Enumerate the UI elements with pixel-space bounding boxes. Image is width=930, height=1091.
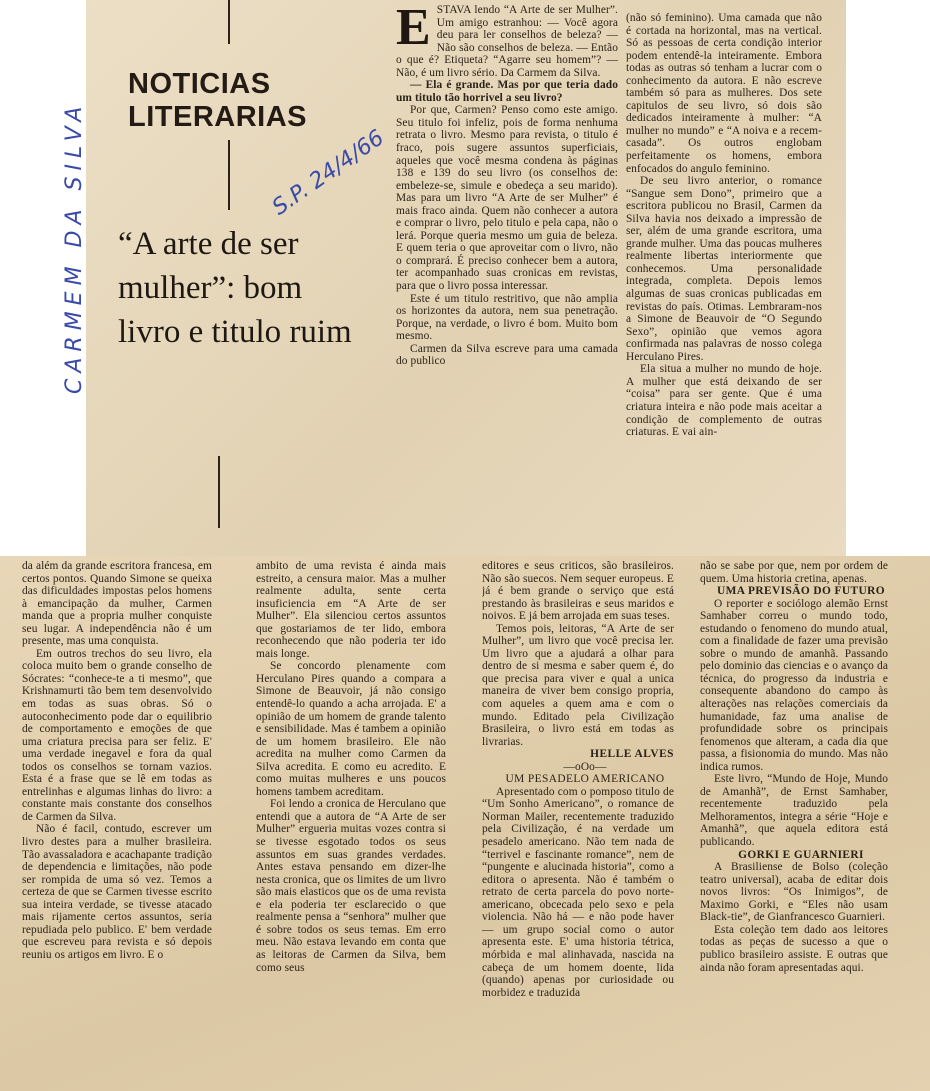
paragraph: Esta coleção tem dado aos leitores todas as peças de sucesso a que o publico brasileiro assiste. E outras que ainda não foram apresentadas aqui. xyxy=(700,923,888,974)
paragraph: não se sabe por que, nem por ordem de quem. Uma historia cretina, apenas. xyxy=(700,560,888,585)
paragraph: Foi lendo a cronica de Herculano que entendi que a autora de “A Arte de ser Mulher” ergueria muitas vozes contra si se tivesse esgotado todos os seus assuntos em suas grandes verdades. Antes estava pensando em dizer-lhe nesta cronica, que os limites de um livro são mais elasticos que os de uma revista e ela poderia ter esclarecido o que realmente pensa a “senhora” mulher que é sobre todos os seus temas. Em erro meu. Não estava levando em conta que as leitoras de Carmen da Silva, bem como seus xyxy=(256,798,446,974)
headline: “A arte de ser mulher”: bom livro e titulo ruim xyxy=(118,226,352,350)
article-column-2 xyxy=(626,12,822,528)
section-title: NOTICIAS LITERARIAS xyxy=(128,68,307,133)
subhead: UM PESADELO AMERICANO xyxy=(505,773,665,786)
handwritten-date-note: S.P. 24/4/66 xyxy=(268,125,389,221)
paragraph: Ela situa a mulher no mundo de hoje. A mulher que está deixando de ser “coisa” para ser gente. Que é uma criatura inteira e não pode mais aceitar a condição de complemento de outras criaturas. E vai ain- xyxy=(626,363,822,439)
paragraph: Por que, Carmen? Penso como este amigo. Seu titulo foi infeliz, pois de forma nenhuma retrata o livro. Mesmo para revista, o titulo é fraco, pois sugere assuntos superficiais, aqueles que você mesma condena às páginas 138 e 139 do seu livro (os conselhos de: embeleze-se, simule e obedeça a seu marido). Mas para um livro “A Arte de ser Mulher” é mais fraco ainda. Quem não conhecer a autora e comprar o livro, pelo titulo e pela capa, não o lerá. Porque queria mesmo um guia de beleza. E quem teria o que aproveitar com o livro, não o comprará. É preciso conhecer bem a autora, ter acompanhado suas cronicas em revistas, para que o livro possa interessar. xyxy=(396,104,618,293)
drop-cap: E xyxy=(396,4,431,56)
column-rule xyxy=(228,140,230,210)
paragraph: STAVA lendo “A Arte de ser Mulher”. Um amigo estranhou: — Você agora deu para ler conselhos de beleza? — Não são conselhos de beleza. — Então o que é? Etiqueta? “Agarre seu homem”? — Não, é um livro sério. Da Carmem da Silva. xyxy=(396,4,618,79)
separator: —oOo— xyxy=(563,760,607,773)
paragraph: Este livro, “Mundo de Hoje, Mundo de Amanhã”, de Ernst Samhaber, recentemente traduzido pela Melhoramentos, integra a série “Hoje e Amanhã”, que aquela editora está publicando. xyxy=(700,773,888,849)
subhead: UMA PREVISÃO DO FUTURO xyxy=(717,585,885,598)
paragraph: A Brasiliense de Bolso (coleção teatro universal), acaba de editar dois novos livros: “Os Inimigos”, de Maximo Gorki, e “Eles não usam Black-tie”, de Gianfrancesco Guarnieri. xyxy=(700,861,888,924)
paragraph: editores e seus criticos, são brasileiros. Não são suecos. Nem sequer europeus. E já é bem grande o serviço que está prestando às brasileiras e seus maridos e noivos. E já bem arrojada em suas teses. xyxy=(482,560,674,623)
column-rule xyxy=(218,456,220,528)
paragraph: Em outros trechos do seu livro, ela coloca muito bem o grande conselho de Sócrates: “conhece-te a ti mesmo”, que Krishnamurti tão bem tem desenvolvido em todas as suas obras. Só o autoconhecimento pode dar o equilibrio de comportamento e emoções de que uma criatura precisa para ser feliz. E' uma verdade inegavel e fora da qual todos os conselhos se tornam vazios. Esta é a frase que se lê em todas as entrelinhas e algumas linhas do livro: a constante mais constante dos conselhos de Carmen da Silva. xyxy=(22,647,212,823)
paragraph: Apresentado com o pomposo titulo de “Um Sonho Americano”, o romance de Norman Mailer, recentemente traduzido pela Civilização, é na verdade um pesadelo americano. Não tem nada de “terrivel e fascinante romance”, nem de “pungente e alucinada historia”, como a editora o apresenta. Não é também o retrato de certa parcela do povo norte-americano, obcecada pelo sexo e pela violencia. Não há — e não pode haver — um grupo social como o autor apresenta este. E' uma historia tétrica, mórbida e mal alinhavada, nascida na cabeça de um homem doente, lida (quando) apenas por curiosidade ou morbidez e traduzida xyxy=(482,785,674,999)
article-column-1 xyxy=(396,4,618,524)
paragraph: De seu livro anterior, o romance “Sangue sem Dono”, primeiro que a escritora publicou no Brasil, Carmen da Silva havia nos deixado a impressão de ser, além de uma grande escritora, uma grande mulher. Uma das poucas mulheres realmente libertas interiormente que conhecemos. Uma personalidade integrada, completa. Depois lemos algumas de suas cronicas publicadas em revistas do país. Otimas. Lembraram-nos a Simone de Beauvoir de “O Segundo Sexo”, opinião que vemos agora confirmada nas palavras de nosso colega Herculano Pires. xyxy=(626,175,822,363)
article-column-3 xyxy=(22,560,212,1080)
paragraph: Se concordo plenamente com Herculano Pires quando a compara a Simone de Beauvoir, já não consigo entendê-lo quando a acha arrojada. E' a opinião de um homem de grande talento e sensibilidade. Mas é tambem a opinião de um homem brasileiro. Ele não acredita na mulher como Carmen da Silva acredita. E como eu acredito. E como muitas mulheres e uns poucos homens tambem acreditam. xyxy=(256,660,446,798)
paragraph: da além da grande escritora francesa, em certos pontos. Quando Simone se queixa das dificuldades impostas pelos homens à emancipação da mulher, Carmen manda que a propria mulher conquiste seu lugar. A independência não é um presente, mas uma conquista. xyxy=(22,560,212,648)
paragraph: Temos pois, leitoras, “A Arte de ser Mulher”, um livro que você precisa ler. Um livro que a ajudará a olhar para dentro de si mesma e saber quem é, do que precisa para viver e qual a unica maneira de viver bem consigo propria, com aqueles a quem ama e com o mundo. Editado pela Civilização Brasileira, o livro está em todas as livrarias. xyxy=(482,622,674,748)
paragraph: — Ela é grande. Mas por que teria dado um titulo tão horrivel a seu livro? xyxy=(396,79,618,104)
subhead: GORKI E GUARNIERI xyxy=(738,848,864,861)
paragraph: (não só feminino). Uma camada que não é cortada na horizontal, mas na vertical. Só as pessoas de certa condição interior podem entendê-la inteiramente. Embora todas as outras só tenham a lucrar com o conhecimento da autora. E não escreve também só para as mulheres. Dos sete capitulos de seu livro, só dois são dedicados inteiramente à mulher: “A mulher no mundo” e “A noiva e a recem-casada”. Os outros englobam perfeitamente os homens, embora enfocados do angulo feminino. xyxy=(626,12,822,175)
handwritten-author-note: CARMEM DA SILVA xyxy=(62,100,87,394)
paragraph: O reporter e sociólogo alemão Ernst Samhaber correu o mundo todo, estudando o fenomeno do mundo atual, com a finalidade de fazer uma previsão sobre o mundo de amanhã. Passando pelo dominio das ciencias e o avanço da técnica, do progresso da industria e consequente abandono do campo às alterações nas relações comerciais da humanidade, faz uma analise de profundidade sobre os principais fenomenos que alteram, a cada dia que passa, a fisionomia do mundo. Mas não indica rumos. xyxy=(700,597,888,773)
paragraph: Não é facil, contudo, escrever um livro destes para a mulher brasileira. Tão avassaladora e acachapante tradição de dependencia e limitações, não pode ser rompida de uma só vez. Temos a certeza de que se Carmen tivesse escrito sua inteira verdade, se tivesse atacado mais rijamente certos assuntos, seria repudiada pelo publico. E' bem verdade que escreveu para revista e só depois reuniu os artigos em livro. E o xyxy=(22,823,212,961)
article-column-4 xyxy=(256,560,446,1080)
author-signature: HELLE ALVES xyxy=(590,748,674,761)
paragraph: ambito de uma revista é ainda mais estreito, a censura maior. Mas a mulher realmente adulta, sente certa insuficiencia em “A Arte de ser Mulher”. Ela silenciou certos assuntos que gostariamos de ter lido, embora reconhecendo que não poderia ter ido mais longe. xyxy=(256,560,446,660)
paragraph: Este é um titulo restritivo, que não amplia os horizontes da autora, nem sua penetração. Porque, na verdade, o livro é bom. Muito bom mesmo. xyxy=(396,292,618,343)
article-column-5 xyxy=(482,560,674,1080)
column-rule xyxy=(228,0,230,44)
article-column-6 xyxy=(700,560,888,1080)
paragraph: Carmen da Silva escreve para uma camada do publico xyxy=(396,342,618,368)
